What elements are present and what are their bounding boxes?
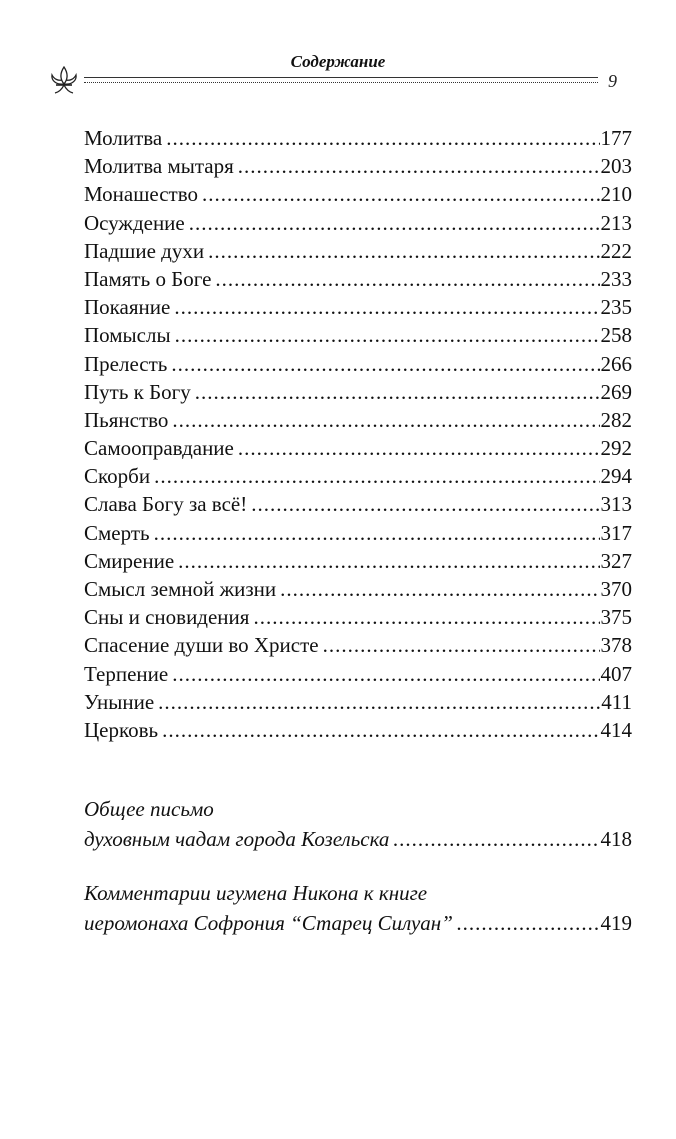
- toc-entry-line: [84, 908, 632, 938]
- dot-leader: [323, 631, 600, 659]
- toc-entry-letter: [84, 794, 632, 854]
- entry-page: 419: [600, 911, 632, 935]
- entry-page: 292: [600, 436, 632, 461]
- header-title: Содержание: [290, 52, 386, 71]
- dot-leader: [178, 547, 599, 575]
- dot-leader: [154, 519, 600, 547]
- entry-title-line: Комментарии игумена Никона к книге: [84, 881, 428, 905]
- toc-entry: [84, 519, 632, 547]
- entry-title: Осуждение: [84, 210, 185, 235]
- toc-entry: [84, 237, 632, 265]
- toc-entry: [84, 688, 632, 716]
- entry-title: Уныние: [84, 689, 155, 714]
- entry-title: Смирение: [84, 548, 175, 573]
- entry-page: 222: [600, 238, 632, 263]
- entry-page: 213: [600, 210, 632, 235]
- entry-page: 233: [600, 266, 632, 291]
- entry-title: Пьянство: [84, 407, 169, 432]
- dot-leader: [457, 908, 600, 938]
- dot-leader: [202, 180, 600, 208]
- toc-entry: [84, 434, 632, 462]
- entry-title: Спасение души во Христе: [84, 633, 319, 658]
- dot-leader: [172, 406, 599, 434]
- page-number: 9: [608, 71, 617, 91]
- dot-leader: [195, 378, 600, 406]
- entry-page: 317: [600, 520, 632, 545]
- header-rule: [84, 77, 598, 83]
- dot-leader: [166, 124, 599, 152]
- dot-leader: [393, 824, 599, 854]
- dot-leader: [172, 660, 599, 688]
- toc-entry: [84, 406, 632, 434]
- toc-entry: [84, 152, 632, 180]
- entry-title: Скорби: [84, 464, 151, 489]
- fleur-de-lis-icon: [44, 64, 84, 96]
- entry-page: 258: [600, 323, 632, 348]
- entry-page: 203: [600, 154, 632, 179]
- dot-leader: [174, 293, 599, 321]
- entry-title: Память о Боге: [84, 266, 212, 291]
- entry-page: 375: [600, 605, 632, 630]
- entry-page: 418: [600, 827, 632, 851]
- entry-page: 378: [600, 633, 632, 658]
- entry-title: духовным чадам города Козельска: [84, 827, 390, 851]
- toc-entry: [84, 321, 632, 349]
- entry-title: Сны и сновидения: [84, 605, 250, 630]
- dot-leader: [158, 688, 600, 716]
- toc-entry: [84, 265, 632, 293]
- entry-title: Падшие духи: [84, 238, 205, 263]
- dot-leader: [171, 350, 599, 378]
- entry-page: 313: [600, 492, 632, 517]
- entry-title: Прелесть: [84, 351, 168, 376]
- dot-leader: [238, 152, 600, 180]
- dot-leader: [253, 603, 599, 631]
- entry-page: 414: [600, 717, 632, 742]
- dot-leader: [175, 321, 600, 349]
- toc-entry: [84, 575, 632, 603]
- dot-leader: [280, 575, 599, 603]
- dot-leader: [208, 237, 599, 265]
- entry-title: Покаяние: [84, 295, 171, 320]
- entry-page: 294: [600, 464, 632, 489]
- dot-leader: [189, 209, 600, 237]
- entry-page: 282: [600, 407, 632, 432]
- dot-leader: [238, 434, 600, 462]
- entry-title: Путь к Богу: [84, 379, 191, 404]
- entry-title: Смерть: [84, 520, 150, 545]
- toc-entry: [84, 350, 632, 378]
- entry-title: Слава Богу за всё!: [84, 492, 248, 517]
- entry-page: 210: [600, 182, 632, 207]
- entry-title: Молитва мытаря: [84, 154, 234, 179]
- toc-entry: [84, 660, 632, 688]
- entry-title-line: Общее письмо: [84, 797, 214, 821]
- entry-page: 266: [600, 351, 632, 376]
- toc-entry: [84, 209, 632, 237]
- entry-page: 235: [600, 295, 632, 320]
- entry-title: Помыслы: [84, 323, 171, 348]
- entry-title: Церковь: [84, 717, 159, 742]
- entry-title: Терпение: [84, 661, 169, 686]
- table-of-contents: [84, 124, 632, 744]
- dot-leader: [154, 462, 599, 490]
- toc-entry: [84, 603, 632, 631]
- entry-page: 327: [600, 548, 632, 573]
- entry-title: Монашество: [84, 182, 198, 207]
- entry-page: 177: [600, 126, 632, 150]
- toc-entry-line: [84, 824, 632, 854]
- dot-leader: [251, 490, 599, 518]
- entry-title: Молитва: [84, 126, 163, 150]
- entry-page: 269: [600, 379, 632, 404]
- toc-entry: [84, 378, 632, 406]
- dot-leader: [215, 265, 599, 293]
- entry-page: 370: [600, 577, 632, 601]
- toc-entry: [84, 293, 632, 321]
- entry-title: Смысл земной жизни: [84, 577, 277, 601]
- entry-title: Самооправдание: [84, 436, 234, 461]
- toc-entry: [84, 462, 632, 490]
- entry-page: 411: [601, 689, 632, 714]
- toc-entry: [84, 547, 632, 575]
- dot-leader: [162, 716, 599, 744]
- toc-entry: [84, 180, 632, 208]
- toc-entry: [84, 716, 632, 744]
- toc-entry-commentary: [84, 878, 632, 938]
- entry-title: иеромонаха Софрония “Старец Силуан”: [84, 911, 453, 935]
- toc-entry: [84, 631, 632, 659]
- entry-page: 407: [600, 661, 632, 686]
- toc-entry: [84, 490, 632, 518]
- toc-entry: [84, 124, 632, 152]
